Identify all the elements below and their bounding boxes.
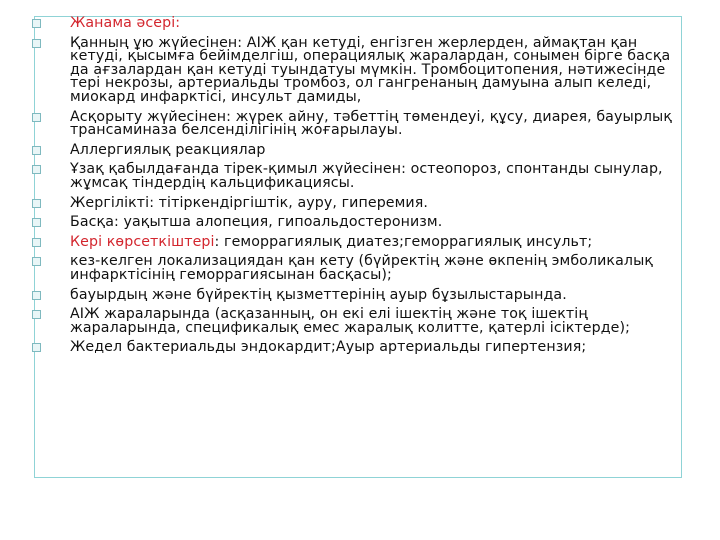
bullet-list — [30, 17, 680, 361]
bullet-text: : геморрагиялық диатез;геморрагиялық инсульт; — [214, 233, 593, 250]
bullet-text: Аллергиялық реакциялар — [70, 141, 266, 158]
bullet-item-musculoskeletal — [30, 163, 680, 190]
bullet-item-liver-kidney — [30, 286, 680, 303]
square-bullet-icon — [32, 291, 41, 300]
square-bullet-icon — [32, 199, 41, 208]
bullet-text: кез-келген локализациядан қан кету (бүйректің және өкпенің эмболикалық инфарктісінің геморрагиясынан басқасы); — [70, 253, 654, 283]
square-bullet-icon — [32, 113, 41, 122]
bullet-item-bleeding — [30, 255, 680, 282]
square-bullet-icon — [32, 238, 41, 247]
square-bullet-icon — [32, 146, 41, 155]
square-bullet-icon — [32, 218, 41, 227]
bullet-item-other — [30, 216, 680, 230]
bullet-item-gi-ulcers — [30, 308, 680, 335]
bullet-item-digestive — [30, 108, 680, 139]
contraindications-label: Кері көрсеткіштері — [70, 233, 215, 250]
bullet-item-endocarditis — [30, 341, 680, 355]
bullet-text: бауырдың және бүйректің қызметтерінің ауыр бұзылыстарында. — [70, 286, 567, 303]
bullet-text: Асқорыту жүйесінен: жүрек айну, тәбеттің төмендеуі, құсу, диарея, бауырлық трансаминаза белсенділігінің жоғарылауы. — [70, 108, 673, 139]
bullet-text: Басқа: уақытша алопеция, гипоальдостеронизм. — [70, 214, 443, 231]
bullet-item-side-effects-heading — [30, 17, 680, 31]
bullet-text: Ұзақ қабылдағанда тірек-қимыл жүйесінен: остеопороз, спонтанды сынулар, жұмсақ тіндердің кальцификациясы. — [70, 161, 663, 191]
square-bullet-icon — [32, 39, 41, 48]
square-bullet-icon — [32, 257, 41, 266]
square-bullet-icon — [32, 19, 41, 28]
side-effects-heading: Жанама әсері: — [70, 15, 181, 31]
bullet-item-local — [30, 194, 680, 211]
bullet-text: Жергілікті: тітіркендіргіштік, ауру, гиперемия. — [70, 194, 429, 211]
square-bullet-icon — [32, 165, 41, 174]
bullet-text: Қанның ұю жүйесінен: АІЖ қан кетуді, енгізген жерлерден, аймақтан қан кетуді, қысымға бейімделгіш, операциялық жаралардан, сонымен бірге басқа да ағзалардан қан кетуді туындатуы мүмкін. Тромбоцитопения, нәтижесінде тері некрозы, артериальды тромбоз, ол гангренаның дамуына алып келеді, миокард инфарктісі, инсульт дамиды, — [70, 34, 671, 105]
square-bullet-icon — [32, 343, 41, 352]
bullet-item-allergy — [30, 141, 680, 158]
bullet-text: АІЖ жараларында (асқазанның, он екі елі ішектің және тоқ ішектің жараларында, спецификалық емес жаралық колитте, қатерлі ісіктерде); — [70, 306, 630, 336]
bullet-text: Жедел бактериальды эндокардит;Ауыр артериальды гипертензия; — [70, 339, 587, 356]
bullet-item-contraindications — [30, 233, 680, 250]
bullet-item-blood — [30, 34, 680, 105]
square-bullet-icon — [32, 310, 41, 319]
